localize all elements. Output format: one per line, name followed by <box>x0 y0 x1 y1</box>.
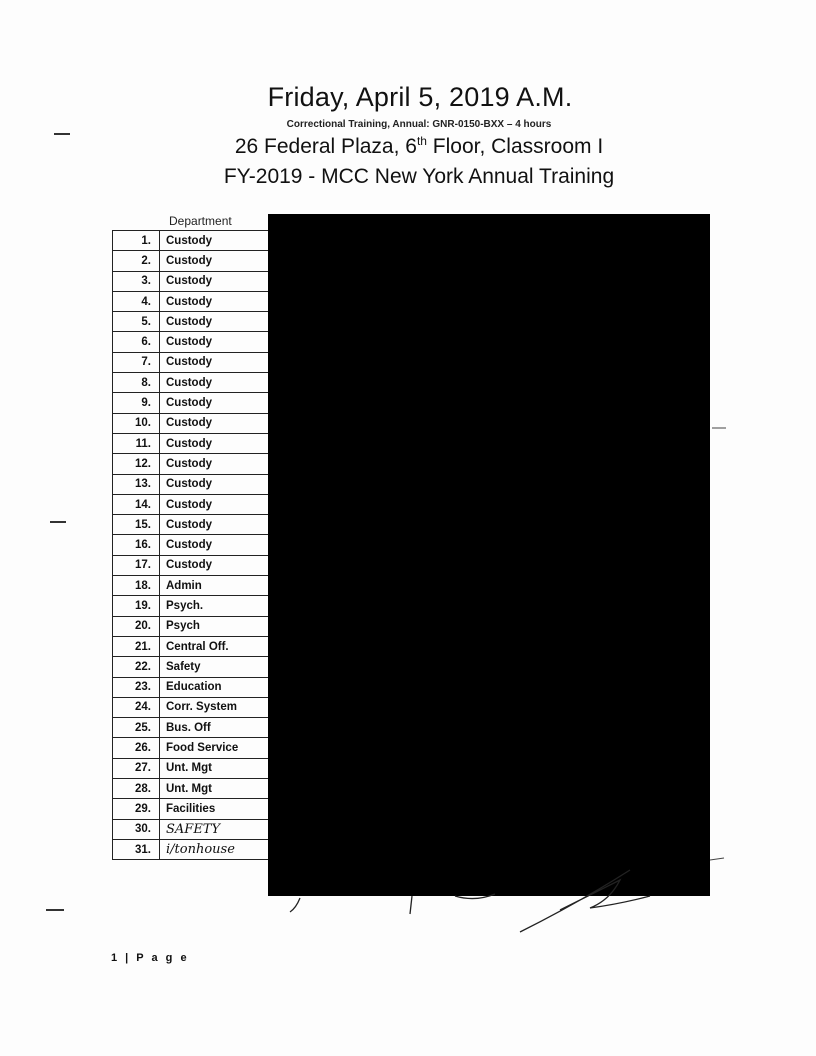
department-cell: Corr. System <box>160 697 270 717</box>
row-number: 3. <box>113 271 160 291</box>
department-cell: i/tonhouse <box>160 839 270 859</box>
row-number: 15. <box>113 515 160 535</box>
page-number-footer: 1 | P a g e <box>111 952 190 964</box>
row-number: 28. <box>113 779 160 799</box>
department-cell: Safety <box>160 657 270 677</box>
row-number: 12. <box>113 454 160 474</box>
department-column-header: Department <box>169 214 232 228</box>
department-cell: Custody <box>160 393 270 413</box>
department-cell: Custody <box>160 433 270 453</box>
department-cell: Admin <box>160 576 270 596</box>
row-number: 4. <box>113 291 160 311</box>
row-number: 27. <box>113 758 160 778</box>
row-number: 29. <box>113 799 160 819</box>
department-cell: Custody <box>160 352 270 372</box>
department-cell: Central Off. <box>160 636 270 656</box>
department-cell: Custody <box>160 291 270 311</box>
course-subtitle: Correctional Training, Annual: GNR-0150-BXX – 4 hours <box>286 119 552 130</box>
row-number: 19. <box>113 596 160 616</box>
department-cell: Custody <box>160 413 270 433</box>
row-number: 14. <box>113 494 160 514</box>
row-number: 22. <box>113 657 160 677</box>
row-number: 16. <box>113 535 160 555</box>
department-cell: Custody <box>160 332 270 352</box>
row-number: 25. <box>113 718 160 738</box>
row-number: 6. <box>113 332 160 352</box>
row-number: 21. <box>113 636 160 656</box>
location-prefix: 26 Federal Plaza, 6 <box>234 135 417 158</box>
row-number: 31. <box>113 839 160 859</box>
row-number: 24. <box>113 697 160 717</box>
department-cell: Custody <box>160 555 270 575</box>
session-title: Friday, April 5, 2019 A.M. <box>267 82 573 112</box>
department-cell: Education <box>160 677 270 697</box>
row-number: 1. <box>113 231 160 251</box>
department-cell: Custody <box>160 494 270 514</box>
row-number: 11. <box>113 433 160 453</box>
department-cell: Facilities <box>160 799 270 819</box>
department-cell: Psych <box>160 616 270 636</box>
row-number: 5. <box>113 312 160 332</box>
row-number: 17. <box>113 555 160 575</box>
row-number: 20. <box>113 616 160 636</box>
row-number: 18. <box>113 576 160 596</box>
department-cell: Psych. <box>160 596 270 616</box>
department-cell: Custody <box>160 251 270 271</box>
row-number: 7. <box>113 352 160 372</box>
department-cell: Custody <box>160 535 270 555</box>
department-cell: Custody <box>160 515 270 535</box>
row-number: 2. <box>113 251 160 271</box>
row-number: 8. <box>113 373 160 393</box>
department-cell: SAFETY <box>160 819 270 839</box>
department-cell: Custody <box>160 454 270 474</box>
department-cell: Food Service <box>160 738 270 758</box>
department-cell: Unt. Mgt <box>160 779 270 799</box>
department-cell: Custody <box>160 312 270 332</box>
row-number: 26. <box>113 738 160 758</box>
program-title: FY-2019 - MCC New York Annual Training <box>223 165 615 188</box>
location-suffix: Floor, Classroom I <box>426 135 604 158</box>
department-cell: Custody <box>160 231 270 251</box>
department-cell: Unt. Mgt <box>160 758 270 778</box>
location-superscript: th <box>416 134 427 148</box>
department-cell: Bus. Off <box>160 718 270 738</box>
row-number: 10. <box>113 413 160 433</box>
department-cell: Custody <box>160 373 270 393</box>
department-cell: Custody <box>160 474 270 494</box>
row-number: 30. <box>113 819 160 839</box>
department-cell: Custody <box>160 271 270 291</box>
row-number: 23. <box>113 677 160 697</box>
row-number: 13. <box>113 474 160 494</box>
row-number: 9. <box>113 393 160 413</box>
